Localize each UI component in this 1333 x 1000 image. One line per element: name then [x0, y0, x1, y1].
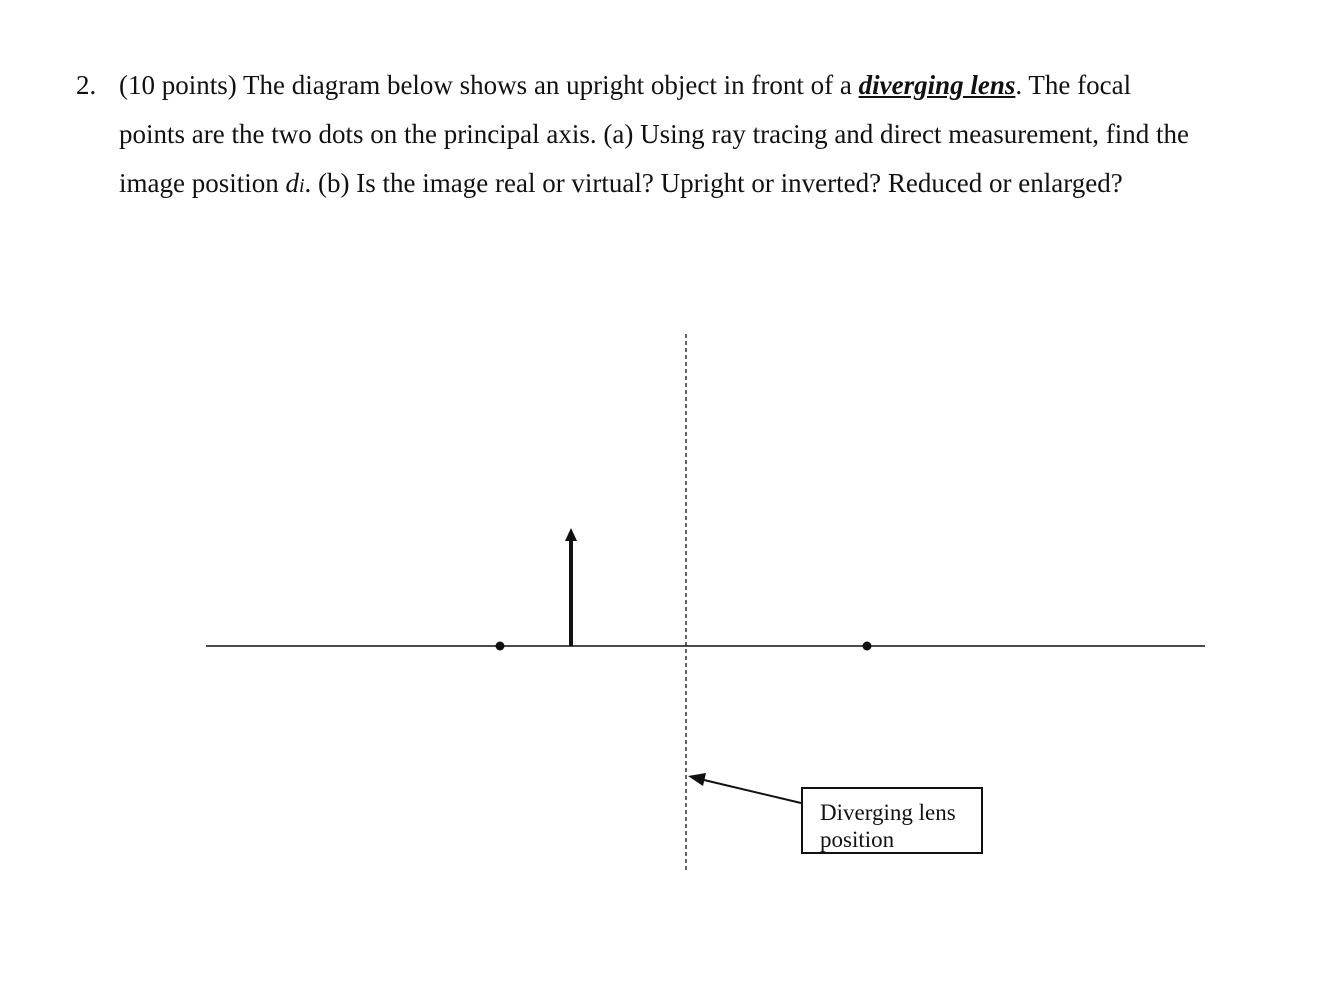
- question-line-1-text: (10 points) The diagram below shows an upright object in front of a: [119, 70, 859, 100]
- callout-pointer-line: [704, 780, 801, 803]
- focal-point-left: [496, 642, 505, 651]
- question-number: 2.: [76, 70, 97, 100]
- question-line-1-end: . The focal: [1015, 70, 1132, 100]
- lens-callout-box: [801, 787, 983, 854]
- image-distance-subscript: i: [298, 175, 305, 197]
- question-line-2: points are the two dots on the principal axis. (a) Using ray tracing and direct measurement, find the: [119, 119, 1189, 149]
- question-line-3-text: image position: [119, 168, 286, 198]
- question-line-3-end: . (b) Is the image real or virtual? Upright or inverted? Reduced or enlarged?: [304, 168, 1123, 198]
- lens-callout-line-1: Diverging lens: [820, 800, 956, 825]
- object-arrow-head: [565, 528, 577, 541]
- callout-pointer-head: [688, 773, 706, 786]
- focal-point-right: [863, 642, 872, 651]
- image-distance-symbol: d: [285, 168, 299, 198]
- lens-callout-line-2: position: [820, 827, 895, 852]
- diverging-lens-emphasis: diverging lens: [858, 70, 1016, 100]
- lens-callout-text: [820, 799, 956, 853]
